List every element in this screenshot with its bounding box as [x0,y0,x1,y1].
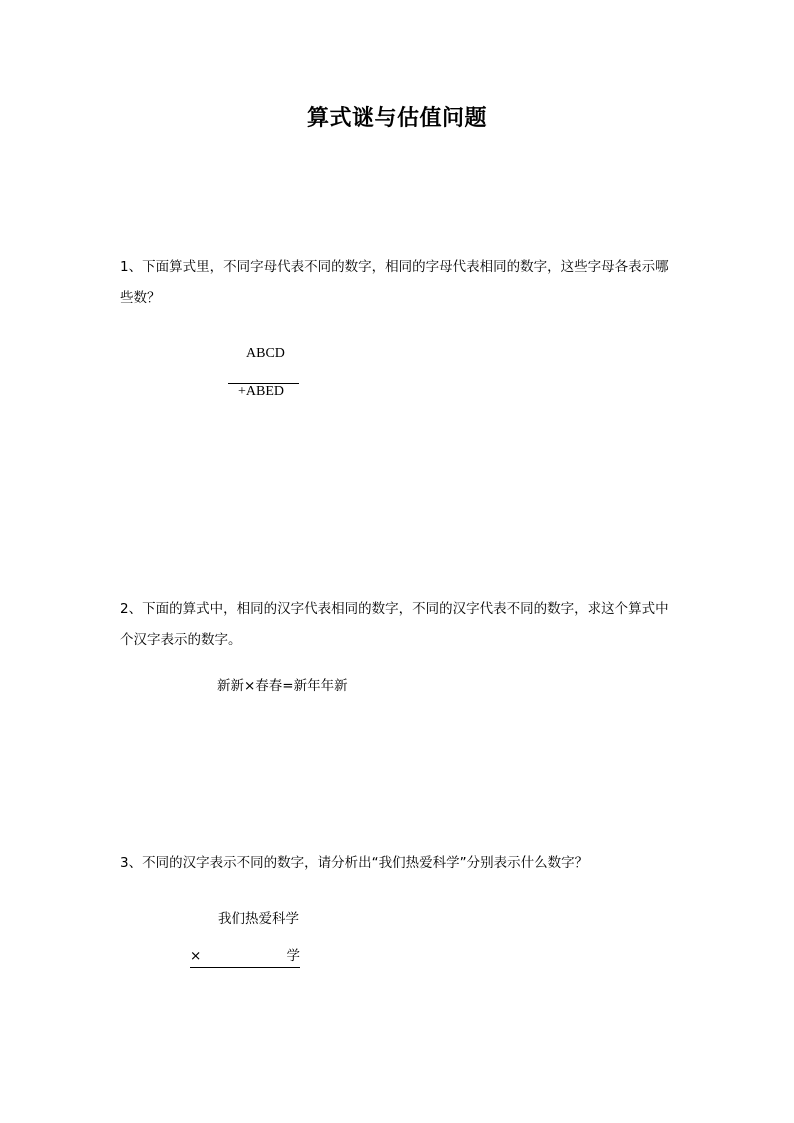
q3-multiplier: 学 [286,948,300,964]
question-2-text: 2、下面的算式中，相同的汉字代表相同的数字，不同的汉字代表不同的数字，求这个算式中个汉字表示的数字。 [120,601,669,648]
q1-addend-1: ABCD [246,346,285,361]
page-title: 算式谜与估值问题 [306,105,487,131]
q3-times-sign: × [190,948,202,964]
question-3-text: 3、不同的汉字表示不同的数字，请分析出“我们热爱科学”分别表示什么数字？ [120,855,589,871]
q3-multiplier-row [190,946,300,968]
question-1-text: 1、下面算式里，不同字母代表不同的数字，相同的字母代表相同的数字，这些字母各表示哪些数？ [120,259,669,306]
q3-multiplicand: 我们热爱科学 [218,911,299,927]
q2-expression: 新新×春春=新年年新 [217,678,348,694]
q1-addend-2: +ABED [238,384,285,399]
